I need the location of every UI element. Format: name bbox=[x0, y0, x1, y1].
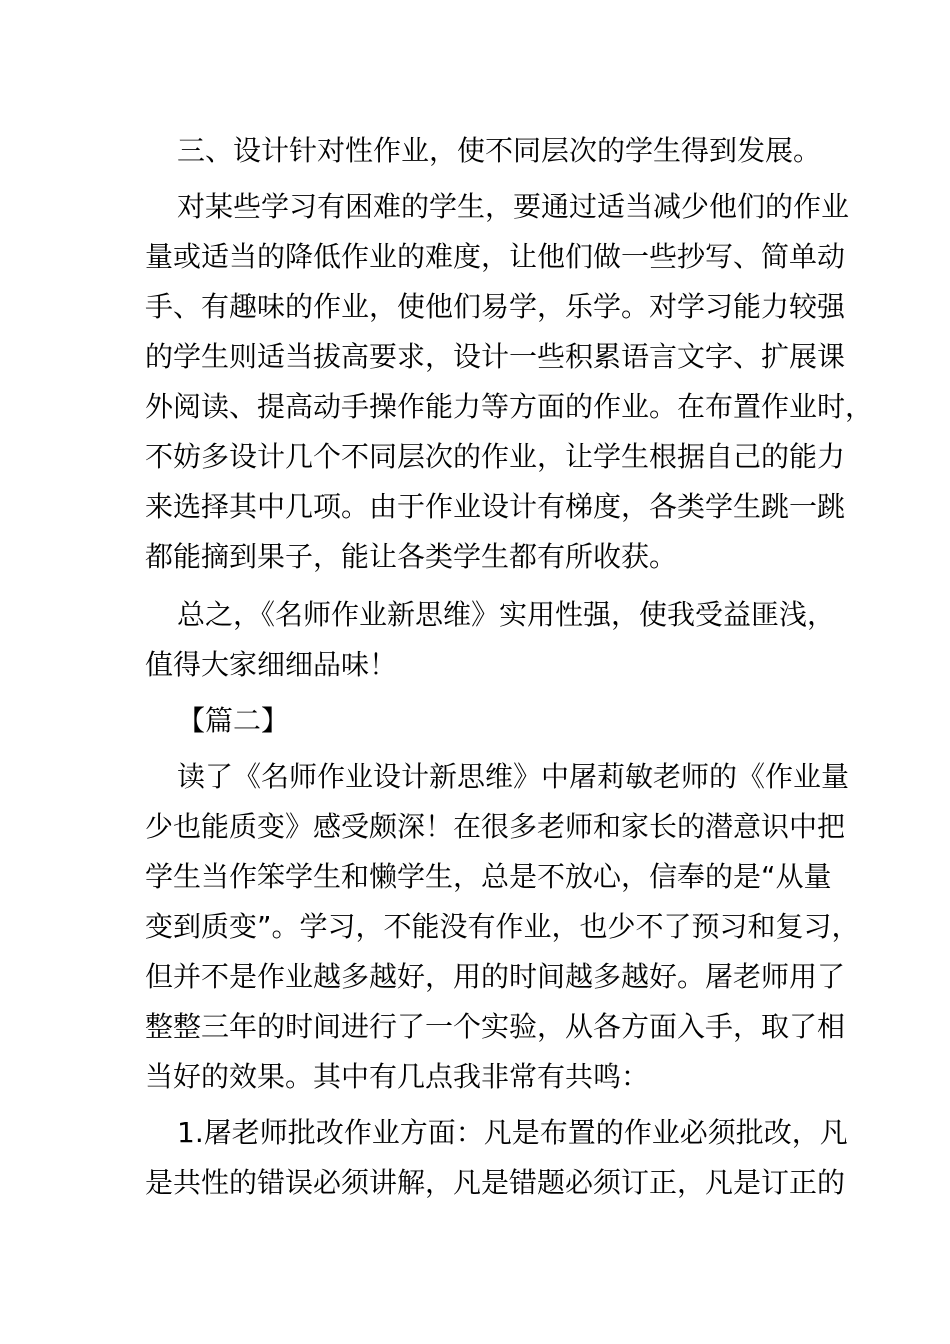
text-line: 量或适当的降低作业的难度，让他们做一些抄写、简单动 bbox=[145, 240, 846, 273]
text-line: 当好的效果。其中有几点我非常有共鸣： bbox=[145, 1060, 650, 1093]
text-line: 值得大家细细品味！ bbox=[145, 648, 398, 681]
text-line: 整整三年的时间进行了一个实验，从各方面入手，取了相 bbox=[145, 1010, 846, 1043]
text-line: 变到质变”。学习，不能没有作业，也少不了预习和复习， bbox=[145, 910, 860, 943]
text-line: 总之，《名师作业新思维》实用性强，使我受益匪浅， bbox=[177, 598, 836, 631]
text-line: 手、有趣味的作业，使他们易学，乐学。对学习能力较强 bbox=[145, 290, 846, 323]
text-line: 的学生则适当拔高要求，设计一些积累语言文字、扩展课 bbox=[145, 340, 846, 373]
section-heading: 【篇二】 bbox=[177, 704, 290, 737]
text-line: 但并不是作业越多越好，用的时间越多越好。屠老师用了 bbox=[145, 960, 846, 993]
text-line: 学生当作笨学生和懒学生，总是不放心，信奉的是“从量 bbox=[145, 860, 832, 893]
text-line: 来选择其中几项。由于作业设计有梯度，各类学生跳一跳 bbox=[145, 490, 846, 523]
text-line: 是共性的错误必须讲解，凡是错题必须订正，凡是订正的 bbox=[145, 1166, 846, 1199]
text-line: 读了《名师作业设计新思维》中屠莉敏老师的《作业量 bbox=[177, 760, 850, 793]
text-line: 对某些学习有困难的学生，要通过适当减少他们的作业 bbox=[177, 190, 850, 223]
text-line: 外阅读、提高动手操作能力等方面的作业。在布置作业时， bbox=[145, 390, 874, 423]
text-line: 1.屠老师批改作业方面：凡是布置的作业必须批改，凡 bbox=[177, 1116, 848, 1149]
text-line: 都能摘到果子，能让各类学生都有所收获。 bbox=[145, 540, 678, 573]
text-line: 不妨多设计几个不同层次的作业，让学生根据自己的能力 bbox=[145, 440, 846, 473]
text-line: 三、设计针对性作业，使不同层次的学生得到发展。 bbox=[177, 134, 822, 167]
text-line: 少也能质变》感受颇深！在很多老师和家长的潜意识中把 bbox=[145, 810, 846, 843]
